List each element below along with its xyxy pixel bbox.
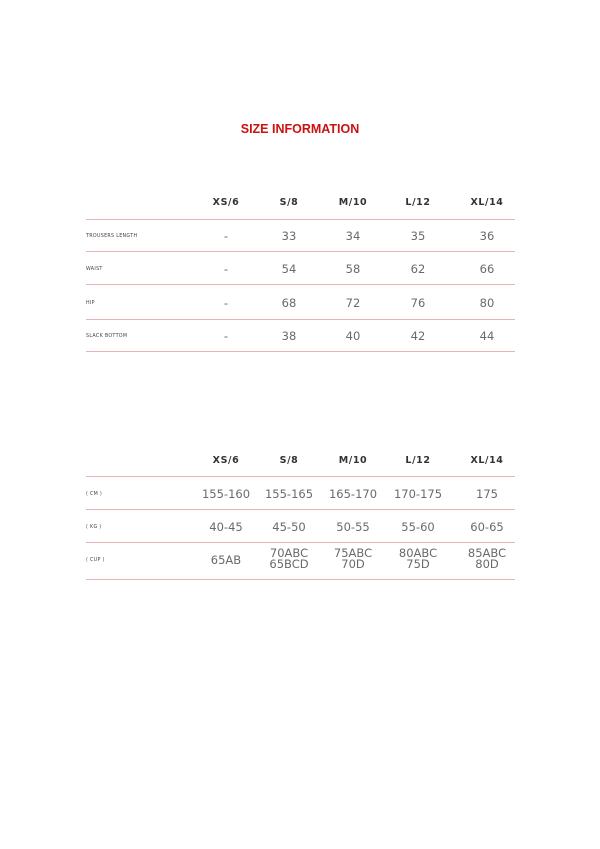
size-header-l: L/12 (405, 455, 431, 466)
table-cell: - (223, 262, 229, 276)
row-label: ( CM ) (86, 492, 103, 497)
table-cell: 65AB (210, 553, 242, 567)
size-table-trousers (86, 197, 515, 352)
row-label: SLACK BOTTOM (86, 334, 128, 339)
table-cell: 38 (281, 329, 297, 343)
table-row (86, 285, 515, 320)
size-header-xs: XS/6 (212, 197, 240, 208)
table-cell: 45-50 (272, 520, 306, 534)
table-cell: 170-175 (393, 487, 443, 501)
table-cell: 72 (345, 296, 361, 310)
size-header-m: M/10 (338, 455, 368, 466)
table-cell: 33 (281, 229, 297, 243)
table-row (86, 220, 515, 252)
table-cell: 165-170 (328, 487, 378, 501)
table-cell: 40 (345, 329, 361, 343)
table-cell: - (223, 229, 229, 243)
table-row (86, 252, 515, 285)
table-cell: 75ABC 70D (333, 546, 373, 571)
table-cell: 85ABC 80D (467, 546, 507, 571)
row-label: TROUSERS LENGTH (86, 234, 138, 239)
size-header-m: M/10 (338, 197, 368, 208)
table-cell: 70ABC 65BCD (269, 546, 309, 571)
table-row (86, 510, 515, 543)
table-header (86, 455, 515, 475)
table-cell: 58 (345, 262, 361, 276)
table-cell: 80 (479, 296, 495, 310)
table-row (86, 543, 515, 580)
size-header-xs: XS/6 (212, 455, 240, 466)
table-cell: 76 (410, 296, 426, 310)
size-header-l: L/12 (405, 197, 431, 208)
table-cell: 55-60 (401, 520, 435, 534)
table-row (86, 320, 515, 352)
table-cell: 42 (410, 329, 426, 343)
table-cell: 155-165 (264, 487, 314, 501)
table-header (86, 197, 515, 217)
size-header-xl: XL/14 (470, 455, 504, 466)
table-cell: 35 (410, 229, 426, 243)
table-cell: - (223, 296, 229, 310)
size-header-s: S/8 (279, 455, 299, 466)
table-cell: 44 (479, 329, 495, 343)
table-row (86, 477, 515, 510)
page-title: SIZE INFORMATION (240, 122, 360, 136)
row-label: ( CUP ) (86, 558, 105, 563)
table-cell: - (223, 329, 229, 343)
row-label: HIP (86, 301, 95, 306)
table-cell: 36 (479, 229, 495, 243)
size-header-s: S/8 (279, 197, 299, 208)
size-header-xl: XL/14 (470, 197, 504, 208)
table-cell: 155-160 (201, 487, 251, 501)
table-cell: 68 (281, 296, 297, 310)
table-cell: 62 (410, 262, 426, 276)
table-cell: 80ABC 75D (398, 546, 438, 571)
size-table-body (86, 455, 515, 580)
row-label: WAIST (86, 267, 103, 272)
table-cell: 40-45 (209, 520, 243, 534)
row-label: ( KG ) (86, 525, 102, 530)
table-cell: 50-55 (336, 520, 370, 534)
table-cell: 66 (479, 262, 495, 276)
table-cell: 54 (281, 262, 297, 276)
table-cell: 34 (345, 229, 361, 243)
table-cell: 175 (476, 487, 498, 501)
table-cell: 60-65 (470, 520, 504, 534)
